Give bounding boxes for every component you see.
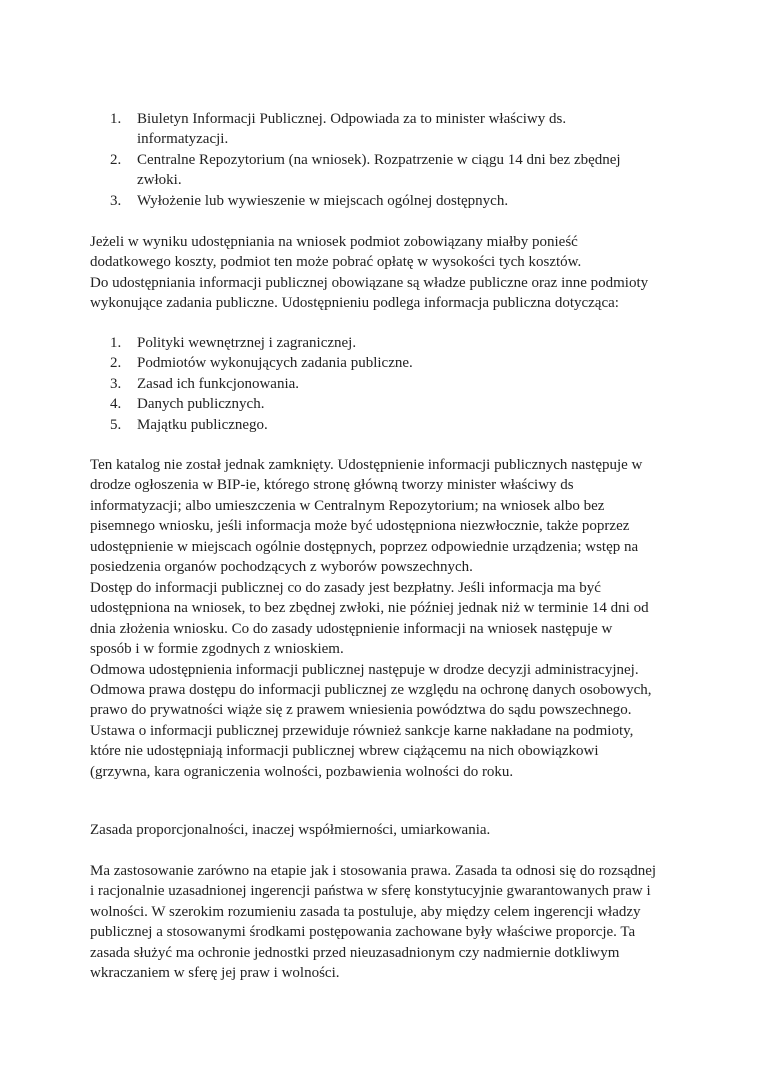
list-item — [90, 374, 690, 394]
text-line: publicznej a stosowanymi środkami postępowania zachowane były właściwe proporcje. Ta — [90, 924, 636, 941]
text-line: Jeżeli w wyniku udostępniania na wniosek podmiot zobowiązany miałby ponieść — [90, 234, 578, 250]
text-line: Polityki wewnętrznej i zagranicznej. — [137, 335, 357, 351]
text-line: wkraczaniem w sferę jej praw i wolności. — [90, 965, 340, 982]
text-line: Centralne Repozytorium (na wniosek). Rozpatrzenie w ciągu 14 dni bez zbędnej — [137, 151, 621, 168]
paragraph-proportionality-heading — [90, 820, 690, 840]
text-line: udostępnienie w miejscach ogólnie dostępnych, poprzez odpowiednie urządzenia; wstęp na — [90, 538, 639, 555]
paragraph-catalog — [90, 455, 690, 577]
text-line: Ma zastosowanie zarówno na etapie jak i stosowania prawa. Zasada ta odnosi się do rozsądnej — [90, 863, 657, 879]
paragraph-proportionality — [90, 861, 690, 983]
text-line: wolności. W szerokim rozumieniu zasada ta postuluje, aby między celem ingerencji władzy — [90, 903, 641, 920]
text-line: Zasada proporcjonalności, inaczej współmierności, umiarkowania. — [90, 822, 491, 838]
list-number: 2. — [110, 355, 122, 372]
text-line: które nie udostępniają informacji publicznej wbrew ciążącemu na nich obowiązkowi — [90, 743, 599, 760]
text-line: sposób i w formie zgodnych z wnioskiem. — [90, 641, 344, 658]
text-line: prawo do prywatności wiąże się z prawem wniesienia powództwa do sądu powszechnego. — [90, 702, 632, 719]
text-line: Biuletyn Informacji Publicznej. Odpowiada za to minister właściwy ds. — [137, 111, 567, 127]
text-line: Zasad ich funkcjonowania. — [137, 375, 300, 392]
list-item — [90, 191, 690, 211]
text-line: (grzywna, kara ograniczenia wolności, pozbawienia wolności do roku. — [90, 763, 514, 780]
text-line: i racjonalnie uzasadnionej ingerencji państwa w sferę konstytucyjnie gwarantowanych praw i — [90, 883, 651, 900]
list-number: 1. — [110, 111, 122, 127]
list-item — [90, 109, 690, 150]
list-number: 3. — [110, 192, 122, 209]
list-item — [90, 394, 690, 414]
text-line: Ten katalog nie został jednak zamknięty. Udostępnienie informacji publicznych następuje w — [90, 457, 643, 473]
list-number: 4. — [110, 396, 122, 413]
list-number: 3. — [110, 375, 122, 392]
text-line: zasada służyć ma ochronie jednostki przed nieuzasadnionym czy nadmiernie dotkliwym — [90, 944, 620, 961]
list-1 — [90, 109, 690, 211]
list-item — [90, 353, 690, 373]
paragraph-access — [90, 578, 690, 782]
text-line: Danych publicznych. — [137, 396, 265, 413]
list-number: 1. — [110, 335, 122, 351]
text-line: Dostęp do informacji publicznej co do zasady jest bezpłatny. Jeśli informacja ma być — [90, 580, 601, 596]
paragraph-costs — [90, 232, 690, 314]
text-line: Odmowa udostępnienia informacji publicznej następuje w drodze decyzji administracyjnej. — [90, 661, 639, 678]
text-line: udostępniona na wniosek, to bez zbędnej zwłoki, nie później jednak niż w terminie 14 dni od — [90, 600, 649, 617]
text-line: posiedzenia organów pochodzących z wyborów powszechnych. — [90, 559, 473, 576]
text-line: Ustawa o informacji publicznej przewiduje również sankcje karne nakładane na podmioty, — [90, 722, 634, 739]
list-item — [90, 333, 690, 353]
list-number: 5. — [110, 416, 122, 433]
list-item — [90, 415, 690, 435]
text-line: Odmowa prawa dostępu do informacji publicznej ze względu na ochronę danych osobowych, — [90, 682, 652, 699]
list-number: 2. — [110, 151, 122, 168]
text-line: Podmiotów wykonujących zadania publiczne. — [137, 355, 413, 372]
text-line: Wyłożenie lub wywieszenie w miejscach ogólnej dostępnych. — [137, 192, 509, 209]
text-line: informatyzacji. — [137, 131, 229, 148]
text-line: wykonujące zadania publiczne. Udostępnieniu podlega informacja publiczna dotycząca: — [90, 295, 619, 312]
list-item — [90, 150, 690, 191]
text-line: dodatkowego koszty, podmiot ten może pobrać opłatę w wysokości tych kosztów. — [90, 254, 582, 271]
text-line: Majątku publicznego. — [137, 416, 268, 433]
text-line: Do udostępniania informacji publicznej obowiązane są władze publiczne oraz inne podmioty — [90, 274, 649, 291]
text-line: pisemnego wniosku, jeśli informacja może być udostępniona niezwłocznie, także poprzez — [90, 518, 630, 535]
text-line: informatyzacji; albo umieszczenia w Centralnym Repozytorium; na wniosek albo bez — [90, 497, 605, 514]
text-line: dnia złożenia wniosku. Co do zasady udostępnienie informacji na wniosek następuje w — [90, 620, 613, 637]
text-line: zwłoki. — [137, 172, 182, 189]
text-line: drodze ogłoszenia w BIP-ie, którego stronę główną tworzy minister właściwy ds — [90, 477, 574, 494]
list-2 — [90, 333, 690, 435]
